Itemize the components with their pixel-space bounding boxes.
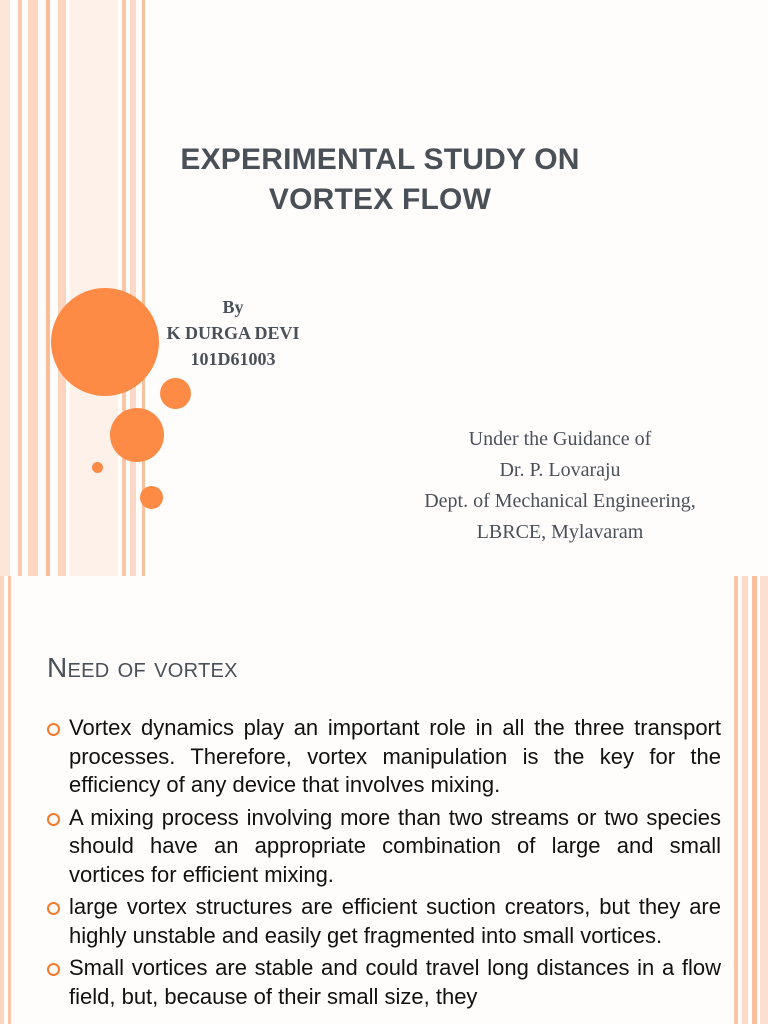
bullet-text: A mixing process involving more than two streams or two species should have an appropriate combination of large and small vortices for efficient mixing. [69,804,721,887]
decorative-stripe [752,576,757,1024]
decorative-stripe [58,0,66,576]
decorative-circle-small [92,462,103,473]
bullet-list [47,714,721,1015]
author-block [150,294,316,372]
decorative-stripe [0,0,10,576]
guide-dept: Dept. of Mechanical Engineering, [424,490,696,512]
guidance-line: Under the Guidance of [468,428,652,450]
decorative-stripe [28,0,38,576]
bullet-text: Small vortices are stable and could travel long distances in a flow field, but, because of their small size, they [69,955,721,1009]
decorative-stripe [734,576,738,1024]
decorative-stripe [122,0,126,576]
decorative-stripe [760,576,768,1024]
title-line: VORTEX FLOW [268,183,492,216]
decorative-stripe [46,0,50,576]
circle-bullet-icon [47,813,60,826]
slide-title [130,140,630,220]
decorative-stripe [8,576,11,1024]
decorative-stripe [130,0,136,576]
decorative-stripe [18,0,22,576]
list-item [47,714,721,800]
guide-name: Dr. P. Lovaraju [499,459,621,481]
decorative-circle [140,486,163,509]
circle-bullet-icon [47,723,60,736]
decorative-circle-large [51,288,159,396]
decorative-circle [160,378,191,409]
list-item [47,893,721,950]
guide-institution: LBRCE, Mylavaram [476,521,644,543]
author-name: K DURGA DEVI [166,323,300,343]
list-item [47,954,721,1011]
bullet-text: Vortex dynamics play an important role in all the three transport processes. Therefore, vortex manipulation is the key for the efficiency of any device that involves mixing. [69,715,721,797]
guidance-block [370,424,750,548]
title-line: EXPERIMENTAL STUDY ON [180,143,580,176]
bullet-text: large vortex structures are efficient suction creators, but they are highly unstable and easily get fragmented into small vortices. [69,894,721,948]
author-by: By [222,297,244,317]
list-item [47,804,721,890]
decorative-stripe [742,576,748,1024]
circle-bullet-icon [47,963,60,976]
decorative-stripe [0,576,4,1024]
decorative-circle [110,408,164,462]
author-id: 101D61003 [190,349,276,369]
section-heading: Need of vortex [47,652,238,683]
circle-bullet-icon [47,902,60,915]
